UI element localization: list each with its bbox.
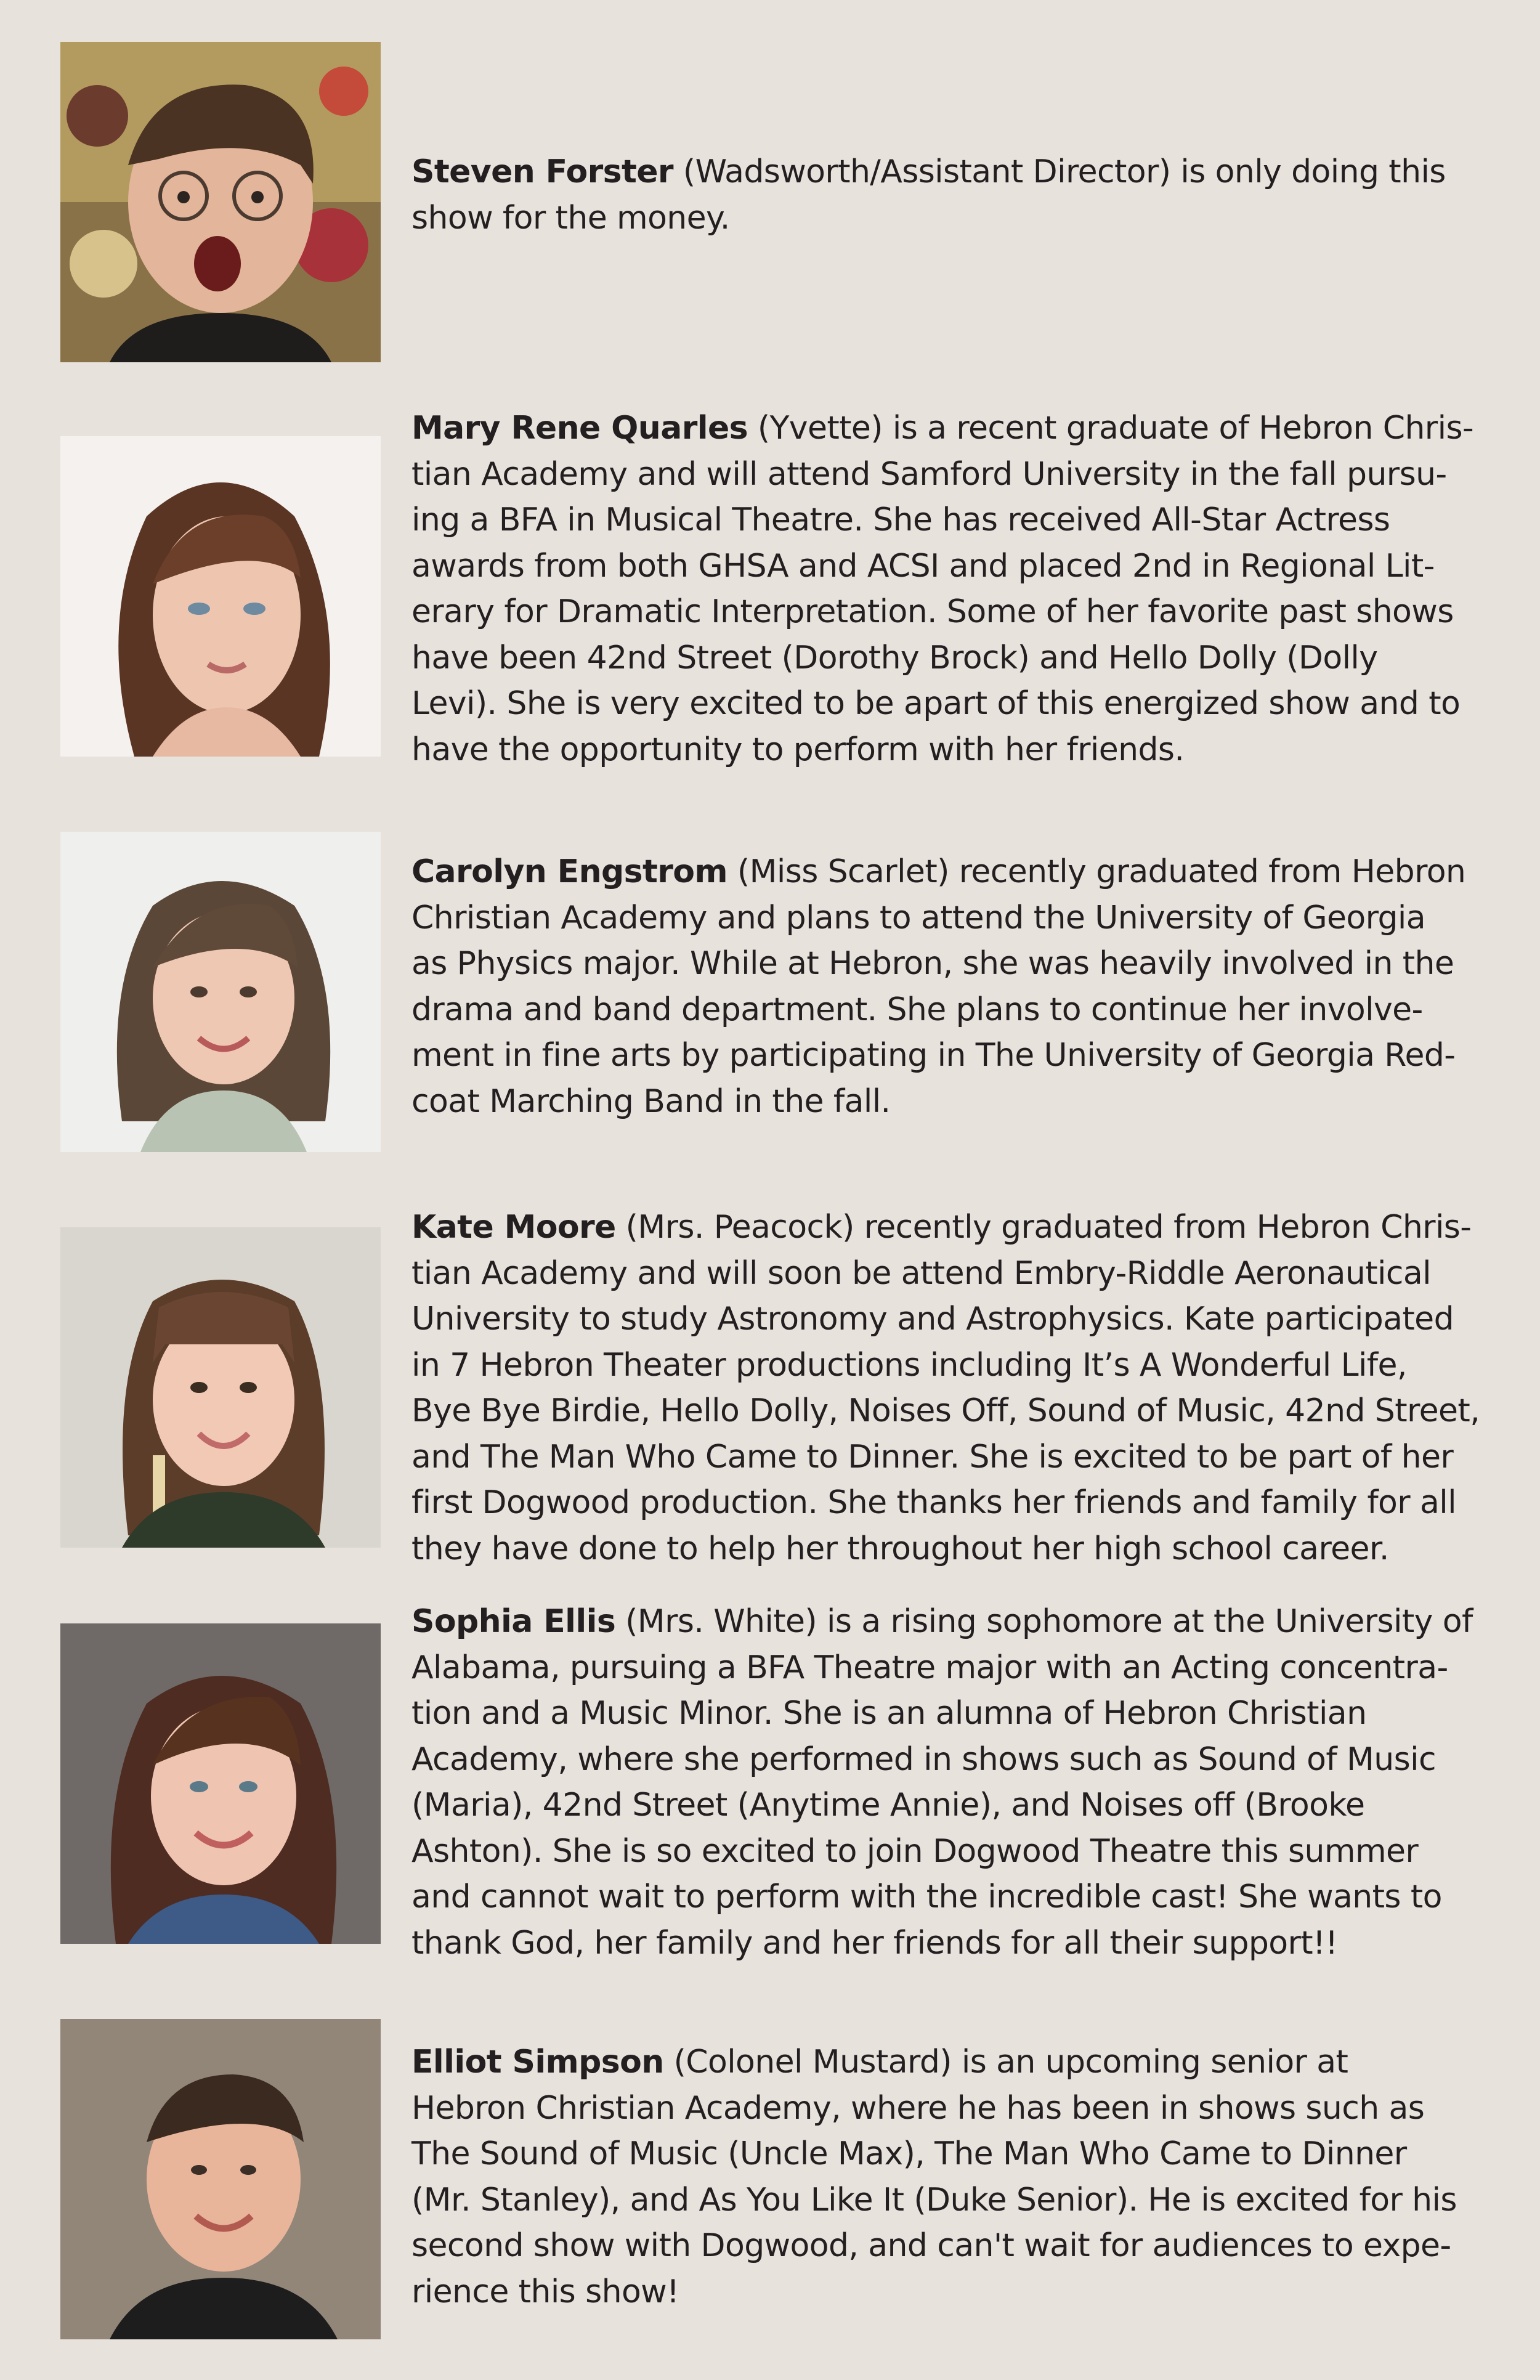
cast-name: Sophia Ellis xyxy=(411,1603,616,1640)
headshot-photo xyxy=(60,436,381,757)
cast-name: Carolyn Engstrom xyxy=(411,853,727,890)
bio-description: (Miss Scarlet) recently graduated from Hebron Christian Academy and plans to attend the University of Georgia as Physics major. While at Hebron, she was heavily involved in the drama and band department. She plans to continue her involve- ment in fine arts by participating in The University of Georgia Red- coat Marching Band in the fall. xyxy=(411,853,1466,1120)
bio-text xyxy=(411,1204,1508,1572)
bio-text xyxy=(411,2039,1508,2315)
headshot-photo xyxy=(60,1227,381,1548)
headshot-photo xyxy=(60,2019,381,2339)
bio-description: (Mrs. White) is a rising sophomore at the University of Alabama, pursuing a BFA Theatre major with an Acting concentra- tion and a Music Minor. She is an alumna of Hebron Christian Academy, where she performed in shows such as Sound of Music (Maria), 42nd Street (Anytime Annie), and Noises off (Brooke Ashton). She is so excited to join Dogwood Theatre this summer and cannot wait to perform with the incredible cast! She wants to thank God, her family and her friends for all their support!! xyxy=(411,1603,1473,1962)
bio-text xyxy=(411,149,1508,241)
bio-description: (Wadsworth/Assistant Director) is only doing this show for the money. xyxy=(411,153,1446,237)
cast-name: Mary Rene Quarles xyxy=(411,410,748,447)
bio-text xyxy=(411,1599,1508,1966)
bio-description: (Colonel Mustard) is an upcoming senior at Hebron Christian Academy, where he has been in shows such as The Sound of Music (Uncle Max), The Man Who Came to Dinner (Mr. Stanley), and As You Like It (Duke Senior). He is excited for his second show with Dogwood, and can't wait for audiences to expe- rience this show! xyxy=(411,2044,1457,2310)
headshot-photo xyxy=(60,42,381,362)
cast-name: Elliot Simpson xyxy=(411,2044,664,2081)
cast-name: Steven Forster xyxy=(411,153,673,190)
headshot-photo xyxy=(60,1623,381,1944)
bio-description: (Mrs. Peacock) recently graduated from Hebron Chris- tian Academy and will soon be attend Embry-Riddle Aeronautical University to study Astronomy and Astrophysics. Kate participated in 7 Hebron Theater productions including It’s A Wonderful Life, Bye Bye Birdie, Hello Dolly, Noises Off, Sound of Music, 42nd Street, and The Man Who Came to Dinner. She is excited to be part of her first Dogwood production. She thanks her friends and family for all they have done to help her throughout her high school career. xyxy=(411,1209,1480,1567)
bio-description: (Yvette) is a recent graduate of Hebron Chris- tian Academy and will attend Samford University in the fall pursu- ing a BFA in Musical Theatre. She has received All-Star Actress awards from both GHSA and ACSI and placed 2nd in Regional Lit- erary for Dramatic Interpretation. Some of her favorite past shows have been 42nd Street (Dorothy Brock) and Hello Dolly (Dolly Levi). She is very excited to be apart of this energized show and to have the opportunity to perform with her friends. xyxy=(411,410,1474,768)
headshot-photo xyxy=(60,832,381,1152)
bio-text xyxy=(411,405,1508,773)
bio-text xyxy=(411,849,1508,1124)
cast-name: Kate Moore xyxy=(411,1209,616,1246)
